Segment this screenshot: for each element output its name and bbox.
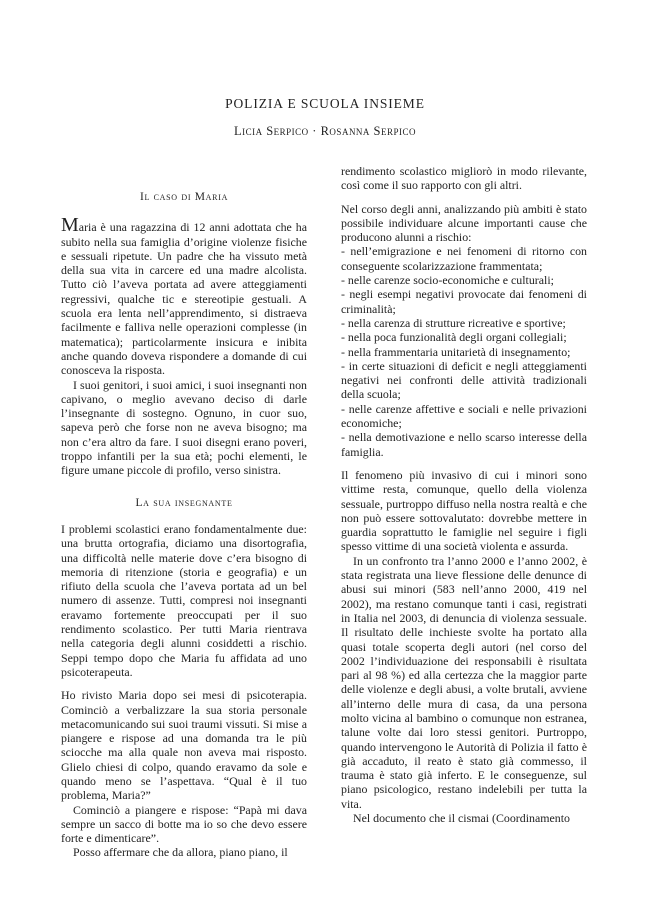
- list-item: - negli esempi negativi provocate dai fenomeni di criminalità;: [341, 287, 587, 316]
- paragraph: I suoi genitori, i suoi amici, i suoi insegnanti non capivano, o meglio avevano deciso di darle l’insegnante di sostegno. Ognuno, in cuor suo, sapeva però che forse non ne aveva bisogno; ma non c’era altro da fare. I suoi disegni erano poveri, troppo infantili per la sua età; pochi elementi, le figure umane piccole di profilo, verso sinistra.: [61, 377, 307, 478]
- paragraph: Maria è una ragazzina di 12 anni adottata che ha subito nella sua famiglia d’origine violenze fisiche e sessuali ripetute. Un padre che ha vissuto metà della sua vita in carcere ed una madre alcolista. Tutto ciò l’aveva portata ad avere atteggiamenti regressivi, qualche tic e stereotipie gestuali. A scuola era lenta nell’apprendimento, si distraeva facilmente e falliva nelle operazioni complesse (in matematica); particolarmente insicura e inibita anche quando doveva rispondere a domande di cui conosceva la risposta.: [61, 214, 307, 378]
- list-item: - nella frammentaria unitarietà di insegnamento;: [341, 344, 571, 359]
- paragraph: Nel documento che il cismai (Coordinamento: [353, 811, 570, 826]
- paragraph: I problemi scolastici erano fondamentalmente due: una brutta ortografia, diciamo una disortografia, una difficoltà nelle materie dove c’era bisogno di memoria di ritenzione (storia e geografia) e un rifiuto della scuola che l’aveva portata ad un bel numero di assenze. Tutti, compresi noi insegnanti eravamo fortemente preoccupati per il suo rendimento scolastico. Per tutti Maria rientrava nella categoria degli alunni cosiddetti a rischio. Seppi tempo dopo che Maria fu affidata ad uno psicoterapeuta.: [61, 521, 307, 679]
- causes-list: [341, 244, 587, 458]
- list-item: - nelle carenze affettive e sociali e nelle privazioni economiche;: [341, 401, 587, 431]
- list-item: - nella demotivazione e nello scarso interesse della famiglia.: [341, 430, 587, 459]
- list-item: - nell’emigrazione e nei fenomeni di ritorno con conseguente scolarizzazione frammentata;: [341, 244, 587, 273]
- section-heading-caso-di-maria: Il caso di Maria: [139, 191, 229, 203]
- article-authors: Licia Serpico · Rosanna Serpico: [233, 124, 417, 138]
- left-column: [61, 160, 307, 860]
- list-item: - nella poca funzionalità degli organi collegiali;: [341, 330, 567, 345]
- paragraph: Posso affermare che da allora, piano piano, il: [73, 845, 288, 860]
- paragraph: In un confronto tra l’anno 2000 e l’anno 2002, è stata registrata una lieve flessione delle denunce di abusi sui minori (583 nell’anno 2000, 419 nel 2002), ma restano comunque tanti i casi, registrati in Italia nel 2003, di denuncia di violenza sessuale. Il risultato delle inchieste svolte ha portato alla quasi totale scoperta degli autori (nel corso del 2002 l’individuazione dei responsabili è risultata pari al 98 %) ed alla certezza che la maggior parte delle violenze e degli abusi, a volte brutali, avviene all’interno delle mura di casa, da una persona molto vicina al bambino o comunque non estranea, talune volte dai loro stessi genitori. Purtroppo, quando intervengono le Autorità di Polizia il fatto è già accaduto, il reato è stato già commesso, il trauma è stato già inferto. E le conseguenze, sul piano psicologico, restano indelebili per tutta la vita.: [341, 553, 587, 811]
- list-item: - nelle carenze socio-economiche e culturali;: [341, 273, 554, 288]
- paragraph: Ho rivisto Maria dopo sei mesi di psicoterapia. Cominciò a verbalizzare la sua storia personale metacomunicando sui suoi traumi vissuti. Si mise a piangere e rispose ad una domanda tra le più sciocche ma alla quale non aveva mai risposto. Glielo chiesi di colpo, quando eravamo da sole e quando meno se l’aspettava. “Qual è il tuo problema, Maria?”: [61, 688, 307, 803]
- paragraph: Cominciò a piangere e rispose: “Papà mi dava sempre un sacco di botte ma io so che devo essere forte e dimenticare”.: [61, 802, 307, 846]
- paragraph: Nel corso degli anni, analizzando più ambiti è stato possibile individuare alcune importanti cause che producono alunni a rischio:: [341, 201, 587, 245]
- right-column: [341, 164, 587, 825]
- list-item: - in certe situazioni di deficit e negli atteggiamenti negativi nei confronti delle attività tradizionali della scuola;: [341, 358, 587, 402]
- list-item: - nella carenza di strutture ricreative e sportive;: [341, 315, 566, 330]
- paragraph: Il fenomeno più invasivo di cui i minori sono vittime resta, comunque, quello della violenza sessuale, purtroppo diffuso nella nostra realtà e che non può essere sottovalutato: dovrebbe mettere in guardia soprattutto le famiglie nel seguire i figli spesso vittime di una società violenta e assurda.: [341, 467, 587, 554]
- section-heading-la-sua-insegnante: La sua insegnante: [135, 496, 233, 509]
- article-title: POLIZIA E SCUOLA INSIEME: [225, 96, 425, 111]
- paragraph: rendimento scolastico migliorò in modo rilevante, così come il suo rapporto con gli altri.: [341, 164, 587, 193]
